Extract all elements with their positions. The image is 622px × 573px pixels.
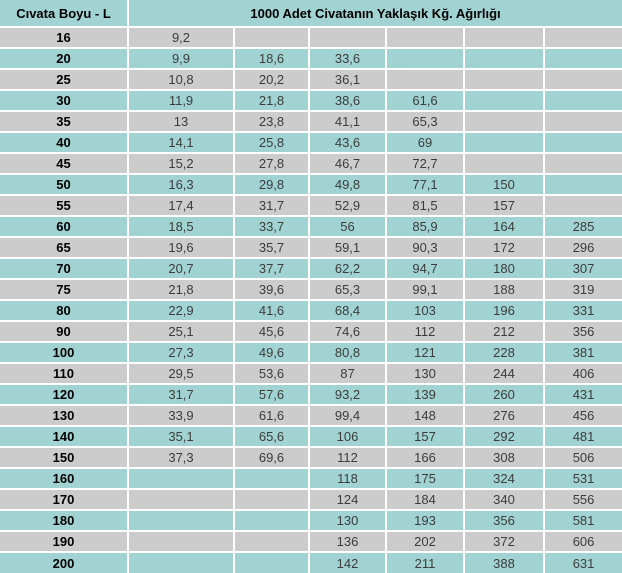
bolt-length-cell: 80 xyxy=(0,300,128,321)
weight-cell: 49,8 xyxy=(309,174,386,195)
weight-cell: 15,2 xyxy=(128,153,234,174)
weight-cell xyxy=(234,552,309,573)
weight-cell: 202 xyxy=(386,531,464,552)
weight-cell: 324 xyxy=(464,468,544,489)
table-row xyxy=(0,279,622,300)
weight-cell xyxy=(544,90,622,111)
table-row xyxy=(0,153,622,174)
bolt-length-cell: 30 xyxy=(0,90,128,111)
weight-cell: 22,9 xyxy=(128,300,234,321)
weight-cell: 276 xyxy=(464,405,544,426)
weight-cell: 99,1 xyxy=(386,279,464,300)
weight-cell: 20,2 xyxy=(234,69,309,90)
table-row xyxy=(0,447,622,468)
weight-cell: 606 xyxy=(544,531,622,552)
bolt-length-cell: 120 xyxy=(0,384,128,405)
weight-cell xyxy=(234,468,309,489)
table-row xyxy=(0,468,622,489)
weight-cell: 85,9 xyxy=(386,216,464,237)
weight-cell: 87 xyxy=(309,363,386,384)
table-row xyxy=(0,216,622,237)
weight-cell: 27,8 xyxy=(234,153,309,174)
table-row xyxy=(0,90,622,111)
weight-cell: 31,7 xyxy=(128,384,234,405)
weight-cell: 331 xyxy=(544,300,622,321)
bolt-length-cell: 140 xyxy=(0,426,128,447)
weight-cell: 65,6 xyxy=(234,426,309,447)
weight-cell xyxy=(128,468,234,489)
weight-cell xyxy=(128,531,234,552)
table-row xyxy=(0,552,622,573)
bolt-length-cell: 190 xyxy=(0,531,128,552)
weight-cell: 142 xyxy=(309,552,386,573)
weight-cell: 211 xyxy=(386,552,464,573)
weight-cell: 81,5 xyxy=(386,195,464,216)
weight-cell xyxy=(544,153,622,174)
weight-cell: 531 xyxy=(544,468,622,489)
weight-cell: 19,6 xyxy=(128,237,234,258)
weight-cell: 456 xyxy=(544,405,622,426)
bolt-length-cell: 25 xyxy=(0,69,128,90)
weight-cell: 38,6 xyxy=(309,90,386,111)
weight-cell: 11,9 xyxy=(128,90,234,111)
bolt-length-cell: 150 xyxy=(0,447,128,468)
weight-cell: 20,7 xyxy=(128,258,234,279)
bolt-length-cell: 160 xyxy=(0,468,128,489)
weight-cell: 14,1 xyxy=(128,132,234,153)
weight-span-header: 1000 Adet Civatanın Yaklaşık Kğ. Ağırlığı xyxy=(128,0,622,27)
weight-cell: 41,1 xyxy=(309,111,386,132)
weight-cell: 99,4 xyxy=(309,405,386,426)
weight-cell: 27,3 xyxy=(128,342,234,363)
weight-cell: 33,9 xyxy=(128,405,234,426)
table-row xyxy=(0,69,622,90)
weight-cell: 10,8 xyxy=(128,69,234,90)
bolt-length-cell: 50 xyxy=(0,174,128,195)
weight-cell xyxy=(234,510,309,531)
table-row xyxy=(0,384,622,405)
weight-cell: 21,8 xyxy=(234,90,309,111)
weight-cell: 90,3 xyxy=(386,237,464,258)
weight-cell: 112 xyxy=(386,321,464,342)
table-row xyxy=(0,237,622,258)
weight-cell: 319 xyxy=(544,279,622,300)
weight-cell: 13 xyxy=(128,111,234,132)
table-row xyxy=(0,321,622,342)
weight-cell: 292 xyxy=(464,426,544,447)
weight-cell xyxy=(128,552,234,573)
weight-cell xyxy=(544,132,622,153)
weight-cell: 228 xyxy=(464,342,544,363)
table-row xyxy=(0,300,622,321)
weight-cell xyxy=(234,489,309,510)
weight-cell: 80,8 xyxy=(309,342,386,363)
weight-cell: 23,8 xyxy=(234,111,309,132)
weight-cell: 260 xyxy=(464,384,544,405)
weight-cell xyxy=(234,531,309,552)
bolt-length-cell: 100 xyxy=(0,342,128,363)
weight-cell: 121 xyxy=(386,342,464,363)
weight-cell: 381 xyxy=(544,342,622,363)
weight-cell: 69,6 xyxy=(234,447,309,468)
bolt-length-cell: 130 xyxy=(0,405,128,426)
weight-cell xyxy=(544,48,622,69)
weight-cell xyxy=(464,69,544,90)
weight-cell xyxy=(464,27,544,48)
bolt-length-cell: 110 xyxy=(0,363,128,384)
weight-cell: 356 xyxy=(544,321,622,342)
bolt-length-cell: 60 xyxy=(0,216,128,237)
weight-cell xyxy=(464,48,544,69)
weight-cell: 18,5 xyxy=(128,216,234,237)
weight-cell: 59,1 xyxy=(309,237,386,258)
weight-cell: 193 xyxy=(386,510,464,531)
weight-cell: 184 xyxy=(386,489,464,510)
bolt-length-cell: 45 xyxy=(0,153,128,174)
weight-cell: 57,6 xyxy=(234,384,309,405)
weight-cell: 29,8 xyxy=(234,174,309,195)
weight-cell xyxy=(234,27,309,48)
weight-cell: 139 xyxy=(386,384,464,405)
weight-cell xyxy=(464,90,544,111)
bolt-length-cell: 65 xyxy=(0,237,128,258)
table-row xyxy=(0,342,622,363)
weight-cell: 35,7 xyxy=(234,237,309,258)
bolt-length-cell: 20 xyxy=(0,48,128,69)
bolt-length-header: Cıvata Boyu - L xyxy=(0,0,128,27)
weight-cell xyxy=(544,69,622,90)
weight-cell: 37,3 xyxy=(128,447,234,468)
weight-cell xyxy=(386,69,464,90)
weight-cell: 180 xyxy=(464,258,544,279)
weight-cell: 65,3 xyxy=(386,111,464,132)
weight-cell: 62,2 xyxy=(309,258,386,279)
weight-cell: 481 xyxy=(544,426,622,447)
weight-cell: 16,3 xyxy=(128,174,234,195)
table-row xyxy=(0,48,622,69)
weight-cell: 31,7 xyxy=(234,195,309,216)
weight-cell: 18,6 xyxy=(234,48,309,69)
weight-cell: 631 xyxy=(544,552,622,573)
weight-cell: 93,2 xyxy=(309,384,386,405)
weight-cell: 556 xyxy=(544,489,622,510)
weight-cell: 33,6 xyxy=(309,48,386,69)
weight-cell: 68,4 xyxy=(309,300,386,321)
table-row xyxy=(0,27,622,48)
weight-cell: 17,4 xyxy=(128,195,234,216)
weight-cell: 130 xyxy=(386,363,464,384)
weight-cell xyxy=(128,489,234,510)
bolt-length-cell: 180 xyxy=(0,510,128,531)
table-row xyxy=(0,174,622,195)
weight-cell: 61,6 xyxy=(234,405,309,426)
weight-cell: 285 xyxy=(544,216,622,237)
weight-cell: 25,8 xyxy=(234,132,309,153)
bolt-length-cell: 70 xyxy=(0,258,128,279)
weight-cell: 431 xyxy=(544,384,622,405)
weight-cell: 39,6 xyxy=(234,279,309,300)
table-row xyxy=(0,531,622,552)
table-row xyxy=(0,258,622,279)
table-row xyxy=(0,363,622,384)
weight-cell: 41,6 xyxy=(234,300,309,321)
header-row xyxy=(0,0,622,27)
weight-cell: 244 xyxy=(464,363,544,384)
weight-cell: 9,2 xyxy=(128,27,234,48)
weight-cell: 29,5 xyxy=(128,363,234,384)
weight-cell: 388 xyxy=(464,552,544,573)
weight-cell: 506 xyxy=(544,447,622,468)
table-row xyxy=(0,426,622,447)
weight-cell: 196 xyxy=(464,300,544,321)
weight-cell: 172 xyxy=(464,237,544,258)
weight-cell: 166 xyxy=(386,447,464,468)
weight-cell: 296 xyxy=(544,237,622,258)
weight-cell: 212 xyxy=(464,321,544,342)
weight-cell: 340 xyxy=(464,489,544,510)
weight-cell xyxy=(128,510,234,531)
weight-cell: 56 xyxy=(309,216,386,237)
weight-cell xyxy=(386,27,464,48)
weight-cell: 124 xyxy=(309,489,386,510)
weight-cell: 157 xyxy=(386,426,464,447)
weight-cell: 43,6 xyxy=(309,132,386,153)
weight-cell: 61,6 xyxy=(386,90,464,111)
weight-cell xyxy=(464,111,544,132)
weight-cell: 112 xyxy=(309,447,386,468)
weight-cell: 175 xyxy=(386,468,464,489)
weight-cell: 74,6 xyxy=(309,321,386,342)
weight-cell xyxy=(464,153,544,174)
bolt-length-cell: 75 xyxy=(0,279,128,300)
weight-cell: 49,6 xyxy=(234,342,309,363)
bolt-length-cell: 170 xyxy=(0,489,128,510)
weight-cell: 130 xyxy=(309,510,386,531)
table-row xyxy=(0,510,622,531)
weight-cell: 94,7 xyxy=(386,258,464,279)
weight-cell xyxy=(386,48,464,69)
weight-cell xyxy=(464,132,544,153)
weight-cell: 356 xyxy=(464,510,544,531)
bolt-length-cell: 200 xyxy=(0,552,128,573)
table-row xyxy=(0,405,622,426)
weight-cell: 136 xyxy=(309,531,386,552)
table-row xyxy=(0,132,622,153)
bolt-length-cell: 40 xyxy=(0,132,128,153)
weight-cell: 46,7 xyxy=(309,153,386,174)
weight-cell: 37,7 xyxy=(234,258,309,279)
weight-cell: 307 xyxy=(544,258,622,279)
weight-cell: 36,1 xyxy=(309,69,386,90)
weight-cell: 33,7 xyxy=(234,216,309,237)
bolt-length-cell: 55 xyxy=(0,195,128,216)
bolt-length-cell: 90 xyxy=(0,321,128,342)
weight-cell: 372 xyxy=(464,531,544,552)
weight-cell: 164 xyxy=(464,216,544,237)
weight-cell: 65,3 xyxy=(309,279,386,300)
weight-cell xyxy=(544,195,622,216)
weight-cell: 69 xyxy=(386,132,464,153)
weight-cell: 77,1 xyxy=(386,174,464,195)
table-row xyxy=(0,489,622,510)
weight-cell: 53,6 xyxy=(234,363,309,384)
weight-cell: 308 xyxy=(464,447,544,468)
weight-cell: 188 xyxy=(464,279,544,300)
bolt-length-cell: 16 xyxy=(0,27,128,48)
weight-table-body xyxy=(0,27,622,573)
weight-cell: 52,9 xyxy=(309,195,386,216)
weight-cell xyxy=(544,111,622,132)
table-row xyxy=(0,195,622,216)
weight-cell: 72,7 xyxy=(386,153,464,174)
weight-cell: 118 xyxy=(309,468,386,489)
table-row xyxy=(0,111,622,132)
weight-cell: 406 xyxy=(544,363,622,384)
weight-cell: 157 xyxy=(464,195,544,216)
weight-cell: 45,6 xyxy=(234,321,309,342)
weight-cell: 150 xyxy=(464,174,544,195)
bolt-length-cell: 35 xyxy=(0,111,128,132)
weight-cell xyxy=(544,27,622,48)
weight-cell: 148 xyxy=(386,405,464,426)
weight-cell: 21,8 xyxy=(128,279,234,300)
weight-cell: 106 xyxy=(309,426,386,447)
weight-cell: 581 xyxy=(544,510,622,531)
weight-cell: 9,9 xyxy=(128,48,234,69)
weight-cell xyxy=(309,27,386,48)
weight-cell: 103 xyxy=(386,300,464,321)
weight-cell: 35,1 xyxy=(128,426,234,447)
weight-cell xyxy=(544,174,622,195)
weight-cell: 25,1 xyxy=(128,321,234,342)
